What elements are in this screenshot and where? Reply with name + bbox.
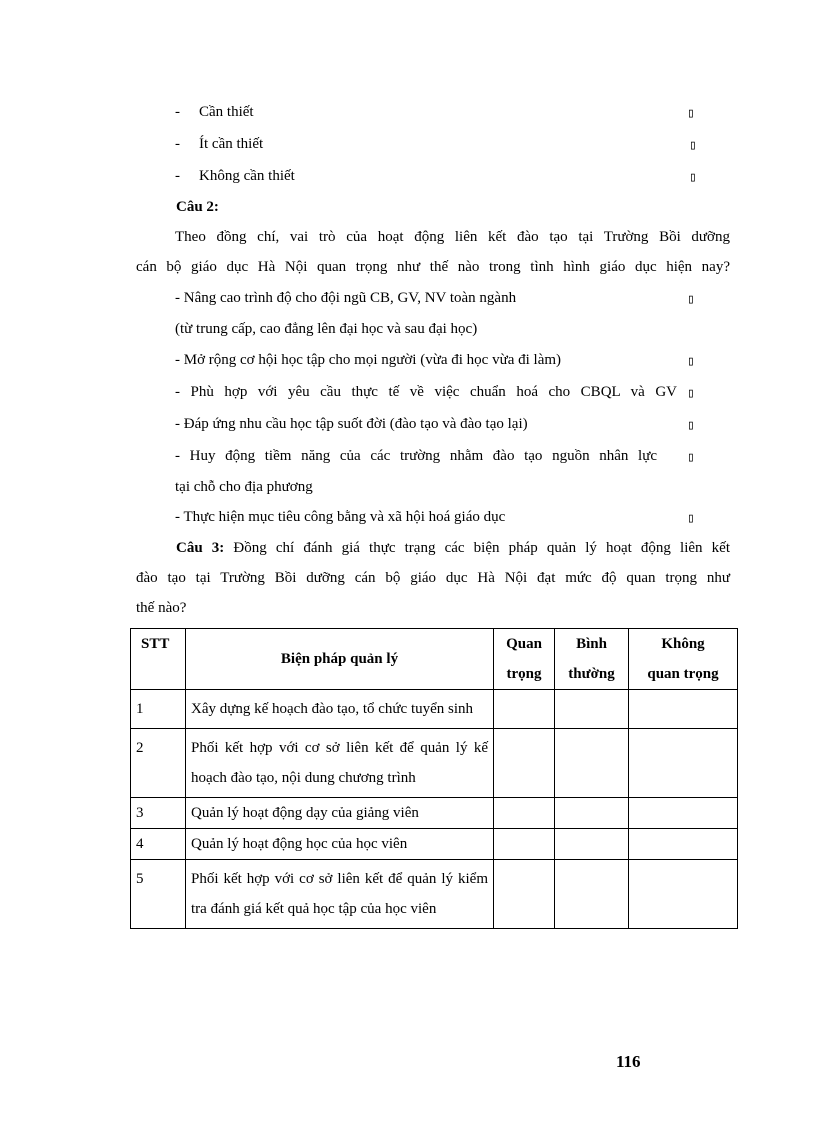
table-row: [131, 798, 738, 829]
checkbox-icon[interactable]: ▯: [687, 292, 695, 307]
checkbox-icon[interactable]: ▯: [687, 511, 695, 526]
rating-cell-not-important[interactable]: [629, 729, 738, 798]
q2-option-continuation: (từ trung cấp, cao đẳng lên đại học và sau đại học): [175, 321, 478, 337]
checkbox-icon[interactable]: ▯: [689, 170, 697, 185]
q3-line-2: đào tạo tại Trường Bồi dưỡng cán bộ giáo dục Hà Nội đạt mức độ quan trọng như: [136, 570, 730, 586]
rating-cell-normal[interactable]: [555, 860, 629, 929]
rating-cell-not-important[interactable]: [629, 690, 738, 729]
q1-option-label: Không cần thiết: [199, 168, 295, 184]
q3-heading: Câu 3:: [176, 540, 225, 556]
q1-option-label: Cần thiết: [199, 104, 254, 120]
q2-option-continuation: tại chỗ cho địa phương: [175, 479, 313, 495]
header-measure: Biện pháp quản lý: [186, 629, 494, 690]
header-normal-line-1: Bình: [576, 636, 607, 652]
q2-option-text: - Phù hợp với yêu cầu thực tế về việc chuẩn hoá cho CBQL và GV: [175, 384, 677, 400]
rating-cell-not-important[interactable]: [629, 860, 738, 929]
q2-option-text: - Huy động tiềm năng của các trường nhằm đào tạo nguồn nhân lực: [175, 448, 657, 464]
rating-cell-important[interactable]: [494, 829, 555, 860]
rating-cell-normal[interactable]: [555, 798, 629, 829]
rating-cell-not-important[interactable]: [629, 798, 738, 829]
rating-cell-normal[interactable]: [555, 829, 629, 860]
row-stt: 4: [131, 829, 186, 860]
rating-cell-normal[interactable]: [555, 690, 629, 729]
q2-line-2: cán bộ giáo dục Hà Nội quan trọng như thế nào trong tình hình giáo dục hiện nay?: [136, 259, 730, 275]
header-normal-line-2: thường: [568, 666, 615, 682]
q1-option-dash: -: [175, 136, 180, 152]
q2-option-text: - Đáp ứng nhu cầu học tập suốt đời (đào tạo và đào tạo lại): [175, 416, 528, 432]
header-important: [494, 629, 555, 690]
rating-cell-normal[interactable]: [555, 729, 629, 798]
table-header-row: [131, 629, 738, 690]
header-not-important-line-1: Không: [661, 636, 705, 652]
q1-option-dash: -: [175, 168, 180, 184]
row-measure: Phối kết hợp với cơ sở liên kết để quản lý kế hoạch đào tạo, nội dung chương trình: [186, 729, 494, 798]
row-stt: 3: [131, 798, 186, 829]
rating-cell-not-important[interactable]: [629, 829, 738, 860]
q2-option-text: - Nâng cao trình độ cho đội ngũ CB, GV, NV toàn ngành: [175, 290, 517, 306]
header-not-important: [629, 629, 738, 690]
q1-option-label: Ít cần thiết: [199, 136, 264, 152]
rating-cell-important[interactable]: [494, 690, 555, 729]
row-measure: Quản lý hoạt động học của học viên: [186, 829, 494, 860]
row-stt: 2: [131, 729, 186, 798]
rating-cell-important[interactable]: [494, 798, 555, 829]
checkbox-icon[interactable]: ▯: [687, 354, 695, 369]
header-important-line-2: trọng: [506, 666, 542, 682]
checkbox-icon[interactable]: ▯: [689, 138, 697, 153]
header-normal: [555, 629, 629, 690]
q2-option-text: - Mở rộng cơ hội học tập cho mọi người (vừa đi học vừa đi làm): [175, 352, 562, 368]
checkbox-icon[interactable]: ▯: [687, 418, 695, 433]
row-measure: Xây dựng kế hoạch đào tạo, tổ chức tuyển sinh: [186, 690, 494, 729]
survey-table: [130, 628, 738, 929]
table-row: [131, 729, 738, 798]
page-number: 116: [616, 1052, 641, 1071]
row-measure: Quản lý hoạt động dạy của giảng viên: [186, 798, 494, 829]
rating-cell-important[interactable]: [494, 729, 555, 798]
checkbox-icon[interactable]: ▯: [687, 106, 695, 121]
row-stt: 5: [131, 860, 186, 929]
checkbox-icon[interactable]: ▯: [687, 450, 695, 465]
q3-line-1-text: Đồng chí đánh giá thực trạng các biện pháp quản lý hoạt động liên kết: [224, 540, 730, 556]
table-row: [131, 829, 738, 860]
q2-line-1: Theo đồng chí, vai trò của hoạt động liên kết đào tạo tại Trường Bồi dưỡng: [175, 229, 730, 245]
checkbox-icon[interactable]: ▯: [687, 386, 695, 401]
header-important-line-1: Quan: [506, 636, 542, 652]
table-row: [131, 860, 738, 929]
header-not-important-line-2: quan trọng: [647, 666, 719, 682]
q1-option-dash: -: [175, 104, 180, 120]
table-row: [131, 690, 738, 729]
row-measure: Phối kết hợp với cơ sở liên kết để quản lý kiểm tra đánh giá kết quả học tập của học viên: [186, 860, 494, 929]
q3-line-3: thế nào?: [136, 600, 187, 616]
q3-line-1: [176, 540, 730, 557]
rating-cell-important[interactable]: [494, 860, 555, 929]
q2-heading: Câu 2:: [176, 199, 219, 215]
q2-option-text: - Thực hiện mục tiêu công bằng và xã hội hoá giáo dục: [175, 509, 506, 525]
header-stt: STT: [131, 629, 186, 690]
row-stt: 1: [131, 690, 186, 729]
